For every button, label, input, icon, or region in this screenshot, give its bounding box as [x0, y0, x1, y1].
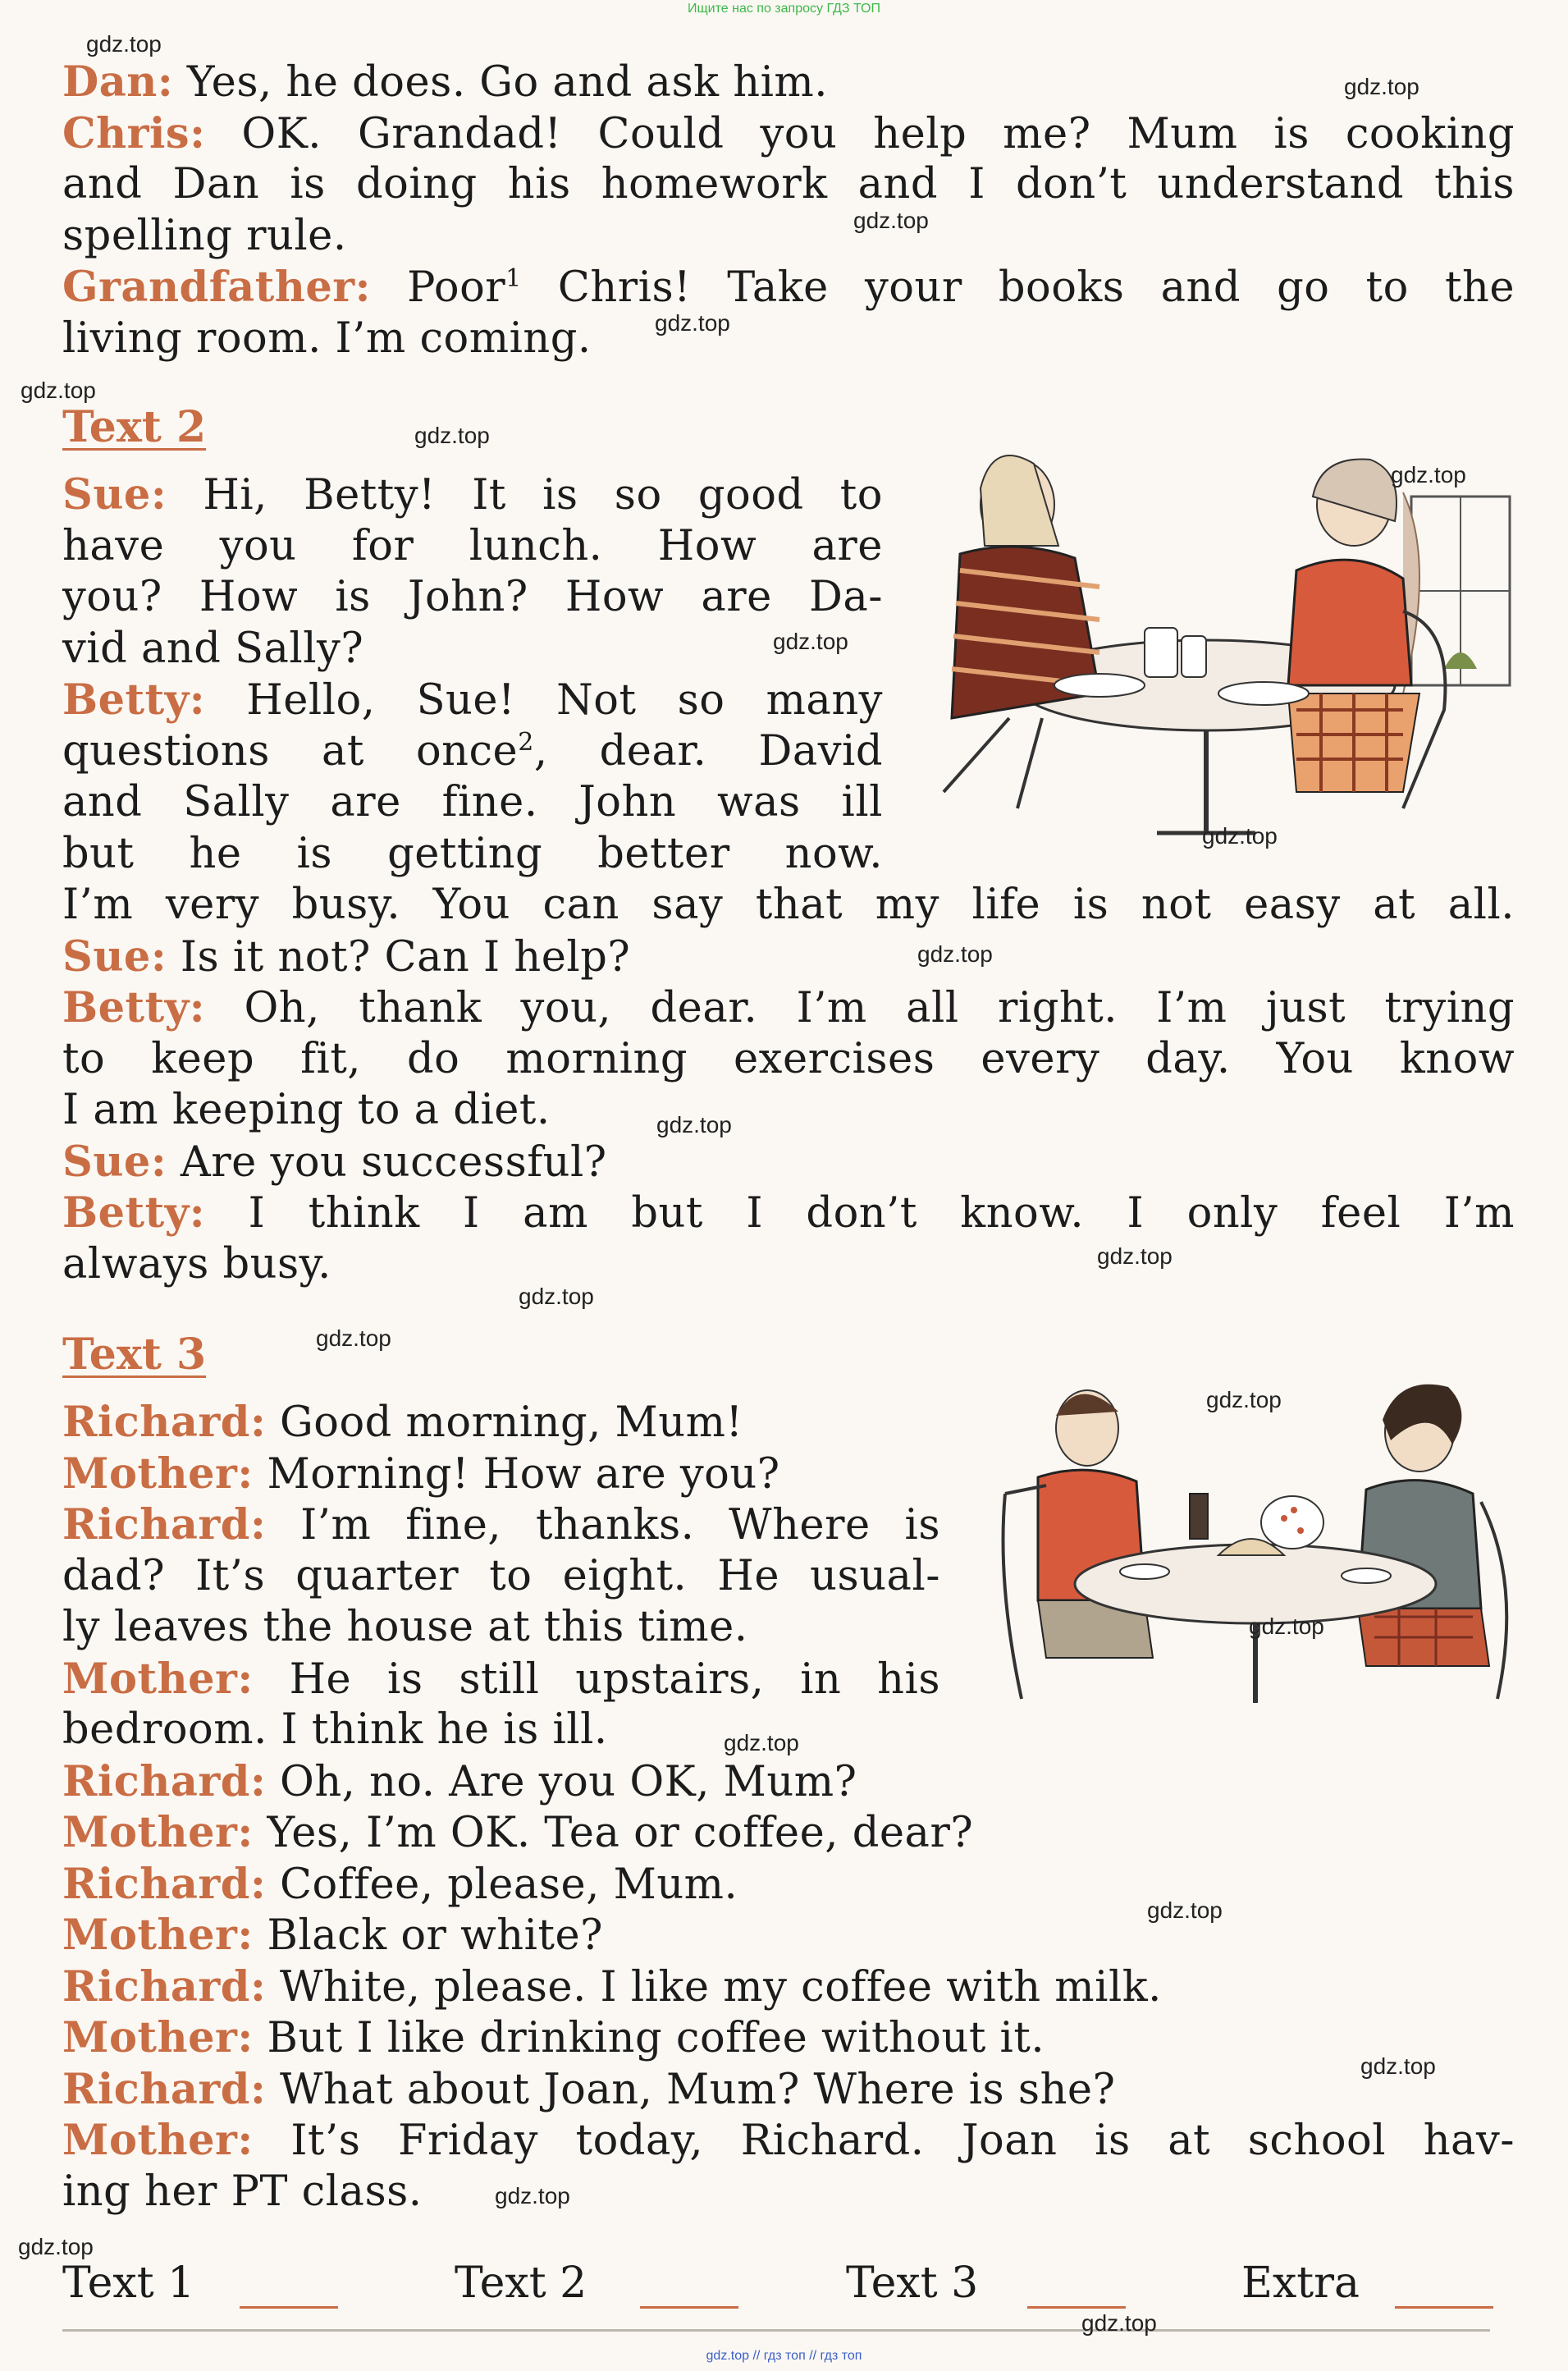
watermark: gdz.top [1206, 1387, 1282, 1412]
text2-heading: Text 2 [62, 402, 207, 452]
dialogue-line [62, 1655, 940, 1704]
watermark: gdz.top [1202, 823, 1278, 849]
dialogue-line [62, 1449, 780, 1499]
dialogue-text: dad? It’s quarter to eight. He usual- [62, 1551, 940, 1600]
dialogue-text: What about Joan, Mum? Where is she? [266, 2065, 1116, 2114]
dialogue-text: Hello, Sue! Not so many [205, 676, 883, 725]
dialogue-text: I’m fine, thanks. Where is [266, 1501, 940, 1549]
breakfast-illustration [989, 1379, 1522, 1707]
dialogue-line [62, 727, 883, 776]
dialogue-text: White, please. I like my coffee with milk. [266, 1962, 1162, 2012]
dialogue-line [62, 573, 883, 621]
dialogue-line [62, 778, 883, 826]
dialogue-line [62, 1035, 1515, 1083]
speaker-name: Richard: [62, 1859, 267, 1909]
watermark: gdz.top [1081, 2310, 1157, 2336]
speaker-name: Mother: [62, 2116, 254, 2165]
bottom-rule [62, 2329, 1490, 2332]
speaker-name: Richard: [62, 1398, 267, 1447]
dialogue-line [62, 1757, 857, 1806]
dialogue-line [62, 2167, 423, 2216]
answer-label-text1: Text 1 [62, 2259, 195, 2308]
dialogue-text: and Sally are fine. John was ill [62, 778, 883, 826]
watermark: gdz.top [21, 378, 96, 403]
dialogue-line [62, 57, 828, 107]
watermark: gdz.top [495, 2183, 570, 2209]
answer-label-text2: Text 2 [455, 2259, 587, 2308]
dialogue-line [62, 1137, 607, 1187]
dialogue-text: , dear. David [533, 726, 884, 776]
speaker-name: Dan: [62, 57, 174, 107]
dialogue-text: I am keeping to a diet. [62, 1086, 551, 1134]
dialogue-text: It’s Friday today, Richard. Joan is at school hav- [253, 2117, 1515, 2165]
dialogue-text: I’m very busy. You can say that my life is not easy at all. [62, 881, 1515, 929]
dialogue-text: I think I am but I don’t know. I only feel I’m [205, 1189, 1515, 1238]
dialogue-line [62, 522, 883, 570]
dialogue-text: Yes, I’m OK. Tea or coffee, dear? [253, 1809, 974, 1857]
lunch-illustration [911, 447, 1518, 841]
dialogue-line [62, 675, 883, 725]
dialogue-line [62, 1603, 748, 1651]
dialogue-text: to keep fit, do morning exercises every day. You know [62, 1034, 1515, 1083]
dialogue-text: Oh, thank you, dear. I’m all right. I’m just trying [205, 984, 1515, 1032]
dialogue-line [62, 830, 883, 878]
speaker-name: Richard: [62, 2064, 267, 2114]
speaker-name: Mother: [62, 1449, 254, 1499]
answer-blank-text2[interactable] [640, 2306, 738, 2309]
dialogue-text: bedroom. I think he is ill. [62, 1705, 608, 1754]
speaker-name: Mother: [62, 2013, 254, 2062]
watermark: gdz.top [1344, 74, 1419, 99]
watermark: gdz.top [1391, 462, 1466, 487]
answer-blank-text1[interactable] [240, 2306, 338, 2309]
watermark: gdz.top [519, 1284, 594, 1309]
footnote-marker: 2 [518, 727, 534, 757]
dialogue-line [62, 625, 363, 673]
dialogue-text: living room. I’m coming. [62, 314, 592, 363]
dialogue-line [62, 1911, 603, 1960]
dialogue-line [62, 314, 592, 363]
dialogue-line [62, 470, 883, 520]
dialogue-text: but he is getting better now. [62, 829, 883, 878]
watermark: gdz.top [18, 2234, 94, 2259]
speaker-name: Sue: [62, 1137, 167, 1187]
dialogue-text: Coffee, please, Mum. [266, 1860, 738, 1909]
dialogue-line [62, 2013, 1045, 2062]
speaker-name: Betty: [62, 675, 206, 725]
text3-heading: Text 3 [62, 1330, 207, 1380]
dialogue-text: Poor [370, 263, 506, 312]
dialogue-line [62, 1240, 331, 1288]
dialogue-text: always busy. [62, 1239, 331, 1288]
dialogue-line [62, 1808, 973, 1857]
dialogue-text: ly leaves the house at this time. [62, 1603, 748, 1651]
dialogue-text: spelling rule. [62, 211, 347, 260]
dialogue-line [62, 1086, 551, 1134]
dialogue-line [62, 212, 347, 260]
dialogue-text: Is it not? Can I help? [167, 932, 631, 982]
dialogue-line [62, 983, 1515, 1032]
dialogue-text: Oh, no. Are you OK, Mum? [266, 1757, 857, 1806]
speaker-name: Richard: [62, 1756, 267, 1806]
dialogue-text: you? How is John? How are Da- [62, 573, 883, 621]
speaker-name: Sue: [62, 470, 167, 520]
dialogue-text: questions at once [62, 726, 519, 776]
dialogue-line [62, 1860, 738, 1909]
watermark: gdz.top [1097, 1243, 1173, 1269]
dialogue-line [62, 1962, 1162, 2012]
dialogue-text: Morning! How are you? [253, 1449, 780, 1499]
dialogue-text: Yes, he does. Go and ask him. [173, 58, 828, 107]
dialogue-text: vid and Sally? [62, 624, 364, 673]
answer-label-extra: Extra [1241, 2259, 1360, 2308]
dialogue-text: Black or white? [253, 1911, 603, 1960]
watermark: gdz.top [853, 208, 929, 233]
watermark: gdz.top [1360, 2053, 1436, 2079]
watermark: gdz.top [1147, 1897, 1223, 1923]
speaker-name: Grandfather: [62, 263, 371, 312]
answer-label-text3: Text 3 [846, 2259, 979, 2308]
speaker-name: Richard: [62, 1961, 267, 2012]
watermark: gdz.top [724, 1730, 799, 1755]
watermark: gdz.top [86, 31, 162, 57]
dialogue-text: have you for lunch. How are [62, 521, 883, 570]
dialogue-line [62, 2116, 1515, 2165]
answer-blank-text3[interactable] [1027, 2306, 1126, 2309]
dialogue-line [62, 881, 1515, 929]
dialogue-text: But I like drinking coffee without it. [253, 2014, 1045, 2062]
dialogue-text: and Dan is doing his homework and I don’t understand this [62, 160, 1515, 208]
speaker-name: Richard: [62, 1500, 267, 1549]
speaker-name: Mother: [62, 1911, 254, 1960]
answer-blank-extra[interactable] [1395, 2306, 1493, 2309]
watermark: gdz.top [316, 1325, 391, 1351]
dialogue-text: Are you successful? [167, 1137, 607, 1187]
footnote-marker: 1 [505, 264, 522, 293]
dialogue-text: ing her PT class. [62, 2167, 423, 2216]
footer-banner: gdz.top // гдз топ // гдз топ [706, 2349, 862, 2363]
watermark: gdz.top [655, 310, 730, 336]
watermark: gdz.top [414, 423, 490, 448]
speaker-name: Betty: [62, 1188, 206, 1238]
dialogue-line [62, 109, 1515, 158]
dialogue-line [62, 1500, 940, 1549]
dialogue-text: OK. Grandad! Could you help me? Mum is cooking [205, 109, 1515, 158]
speaker-name: Chris: [62, 108, 206, 158]
watermark: gdz.top [773, 629, 848, 654]
dialogue-line [62, 1552, 940, 1600]
watermark: gdz.top [656, 1112, 732, 1137]
top-banner: Ищите нас по запросу ГДЗ ТОП [688, 2, 880, 16]
speaker-name: Mother: [62, 1808, 254, 1857]
dialogue-text: He is still upstairs, in his [253, 1655, 940, 1704]
dialogue-text: Good morning, Mum! [266, 1398, 743, 1447]
watermark: gdz.top [917, 941, 993, 967]
speaker-name: Betty: [62, 983, 206, 1032]
dialogue-text: Hi, Betty! It is so good to [167, 471, 883, 520]
dialogue-text: Chris! Take your books and go to the [521, 263, 1515, 312]
dialogue-line [62, 2065, 1115, 2114]
watermark: gdz.top [1249, 1613, 1324, 1639]
dialogue-line [62, 932, 630, 982]
dialogue-line [62, 160, 1515, 208]
dialogue-line [62, 263, 1515, 312]
dialogue-line [62, 1398, 743, 1447]
dialogue-line [62, 1705, 608, 1754]
dialogue-line [62, 1188, 1515, 1238]
speaker-name: Mother: [62, 1654, 254, 1704]
speaker-name: Sue: [62, 931, 167, 982]
